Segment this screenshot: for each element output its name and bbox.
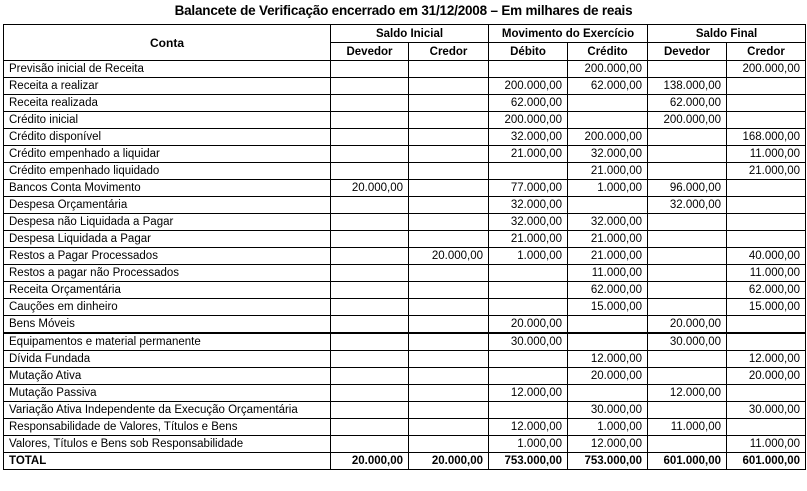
cell-mov-debito: 32.000,00 bbox=[489, 197, 568, 214]
account-name: Cauções em dinheiro bbox=[4, 299, 331, 316]
header-mov-debito: Débito bbox=[489, 43, 568, 61]
document-title: Balancete de Verificação encerrado em 31/12/2008 – Em milhares de reais bbox=[174, 3, 633, 18]
cell-sf-credor: 15.000,00 bbox=[727, 299, 806, 316]
cell-mov-debito: 32.000,00 bbox=[489, 214, 568, 231]
account-name: Bancos Conta Movimento bbox=[4, 180, 331, 197]
cell-mov-credito bbox=[568, 333, 648, 351]
table-row bbox=[4, 333, 806, 351]
account-name: Restos a Pagar Processados bbox=[4, 248, 331, 265]
cell-si-credor bbox=[409, 265, 489, 282]
cell-si-credor bbox=[409, 368, 489, 385]
cell-si-credor bbox=[409, 197, 489, 214]
table-row bbox=[4, 368, 806, 385]
account-name: Equipamentos e material permanente bbox=[4, 333, 331, 351]
account-name: Crédito empenhado a liquidar bbox=[4, 146, 331, 163]
cell-si-credor bbox=[409, 419, 489, 436]
cell-si-devedor: 20.000,00 bbox=[331, 453, 409, 470]
cell-mov-credito bbox=[568, 316, 648, 334]
cell-si-devedor bbox=[331, 385, 409, 402]
cell-si-devedor bbox=[331, 368, 409, 385]
cell-sf-devedor bbox=[648, 231, 727, 248]
cell-sf-devedor bbox=[648, 248, 727, 265]
table-row bbox=[4, 112, 806, 129]
cell-sf-devedor bbox=[648, 163, 727, 180]
cell-si-credor bbox=[409, 129, 489, 146]
table-row bbox=[4, 316, 806, 334]
table-row bbox=[4, 436, 806, 453]
cell-si-devedor bbox=[331, 436, 409, 453]
cell-mov-debito: 62.000,00 bbox=[489, 95, 568, 112]
cell-sf-devedor: 200.000,00 bbox=[648, 112, 727, 129]
table-body bbox=[4, 61, 806, 470]
header-sf-credor: Credor bbox=[727, 43, 806, 61]
cell-sf-devedor: 601.000,00 bbox=[648, 453, 727, 470]
cell-mov-debito: 1.000,00 bbox=[489, 436, 568, 453]
cell-si-devedor bbox=[331, 146, 409, 163]
total-row bbox=[4, 453, 806, 470]
cell-si-devedor bbox=[331, 299, 409, 316]
cell-sf-credor bbox=[727, 197, 806, 214]
cell-si-devedor bbox=[331, 282, 409, 299]
cell-mov-debito: 1.000,00 bbox=[489, 248, 568, 265]
cell-mov-credito: 1.000,00 bbox=[568, 419, 648, 436]
header-conta: Conta bbox=[4, 25, 331, 61]
account-name: Responsabilidade de Valores, Títulos e Bens bbox=[4, 419, 331, 436]
cell-sf-devedor bbox=[648, 146, 727, 163]
cell-si-credor bbox=[409, 316, 489, 334]
cell-si-credor: 20.000,00 bbox=[409, 453, 489, 470]
account-name: Crédito disponível bbox=[4, 129, 331, 146]
cell-sf-credor: 11.000,00 bbox=[727, 436, 806, 453]
cell-mov-debito bbox=[489, 351, 568, 368]
cell-mov-debito: 77.000,00 bbox=[489, 180, 568, 197]
header-sf-devedor: Devedor bbox=[648, 43, 727, 61]
table-row bbox=[4, 95, 806, 112]
cell-sf-credor bbox=[727, 180, 806, 197]
cell-sf-devedor: 32.000,00 bbox=[648, 197, 727, 214]
account-name: Crédito empenhado liquidado bbox=[4, 163, 331, 180]
cell-si-devedor bbox=[331, 351, 409, 368]
account-name: Mutação Passiva bbox=[4, 385, 331, 402]
cell-si-credor bbox=[409, 78, 489, 95]
cell-sf-devedor bbox=[648, 282, 727, 299]
account-name: Bens Móveis bbox=[4, 316, 331, 334]
cell-sf-credor: 30.000,00 bbox=[727, 402, 806, 419]
cell-sf-devedor bbox=[648, 61, 727, 78]
cell-mov-credito: 32.000,00 bbox=[568, 214, 648, 231]
cell-si-devedor bbox=[331, 129, 409, 146]
cell-si-credor bbox=[409, 299, 489, 316]
cell-si-credor bbox=[409, 95, 489, 112]
table-row bbox=[4, 197, 806, 214]
cell-mov-debito: 30.000,00 bbox=[489, 333, 568, 351]
cell-sf-devedor: 11.000,00 bbox=[648, 419, 727, 436]
cell-sf-credor bbox=[727, 214, 806, 231]
cell-sf-credor bbox=[727, 78, 806, 95]
cell-si-devedor: 20.000,00 bbox=[331, 180, 409, 197]
cell-mov-credito: 21.000,00 bbox=[568, 163, 648, 180]
table-row bbox=[4, 231, 806, 248]
cell-si-credor bbox=[409, 385, 489, 402]
account-name: Despesa não Liquidada a Pagar bbox=[4, 214, 331, 231]
cell-si-credor: 20.000,00 bbox=[409, 248, 489, 265]
account-name: Despesa Liquidada a Pagar bbox=[4, 231, 331, 248]
account-name: Receita a realizar bbox=[4, 78, 331, 95]
cell-mov-debito: 12.000,00 bbox=[489, 385, 568, 402]
cell-sf-devedor: 62.000,00 bbox=[648, 95, 727, 112]
cell-si-devedor bbox=[331, 231, 409, 248]
cell-si-credor bbox=[409, 214, 489, 231]
cell-si-credor bbox=[409, 351, 489, 368]
cell-mov-credito: 12.000,00 bbox=[568, 351, 648, 368]
cell-mov-credito: 62.000,00 bbox=[568, 282, 648, 299]
cell-si-devedor bbox=[331, 248, 409, 265]
cell-sf-credor: 12.000,00 bbox=[727, 351, 806, 368]
cell-mov-credito: 15.000,00 bbox=[568, 299, 648, 316]
cell-mov-credito: 21.000,00 bbox=[568, 231, 648, 248]
table-row bbox=[4, 248, 806, 265]
cell-si-devedor bbox=[331, 197, 409, 214]
cell-mov-credito: 11.000,00 bbox=[568, 265, 648, 282]
cell-mov-credito: 12.000,00 bbox=[568, 436, 648, 453]
cell-mov-credito: 753.000,00 bbox=[568, 453, 648, 470]
cell-sf-devedor bbox=[648, 368, 727, 385]
cell-sf-credor bbox=[727, 419, 806, 436]
cell-mov-debito bbox=[489, 299, 568, 316]
cell-si-devedor bbox=[331, 316, 409, 334]
cell-sf-devedor bbox=[648, 436, 727, 453]
cell-mov-debito bbox=[489, 402, 568, 419]
table-row bbox=[4, 351, 806, 368]
cell-sf-credor: 200.000,00 bbox=[727, 61, 806, 78]
cell-si-credor bbox=[409, 163, 489, 180]
cell-si-devedor bbox=[331, 402, 409, 419]
cell-mov-debito bbox=[489, 282, 568, 299]
cell-mov-debito: 21.000,00 bbox=[489, 231, 568, 248]
cell-si-credor bbox=[409, 180, 489, 197]
cell-mov-debito bbox=[489, 61, 568, 78]
cell-sf-credor: 20.000,00 bbox=[727, 368, 806, 385]
cell-mov-debito: 12.000,00 bbox=[489, 419, 568, 436]
header-si-devedor: Devedor bbox=[331, 43, 409, 61]
cell-sf-devedor bbox=[648, 265, 727, 282]
cell-mov-debito: 200.000,00 bbox=[489, 112, 568, 129]
account-name: Variação Ativa Independente da Execução Orçamentária bbox=[4, 402, 331, 419]
cell-si-devedor bbox=[331, 95, 409, 112]
cell-si-devedor bbox=[331, 333, 409, 351]
cell-mov-debito: 753.000,00 bbox=[489, 453, 568, 470]
cell-si-credor bbox=[409, 112, 489, 129]
cell-mov-credito bbox=[568, 95, 648, 112]
cell-sf-devedor bbox=[648, 129, 727, 146]
table-row bbox=[4, 214, 806, 231]
cell-sf-credor bbox=[727, 333, 806, 351]
account-name: Mutação Ativa bbox=[4, 368, 331, 385]
cell-mov-credito: 32.000,00 bbox=[568, 146, 648, 163]
cell-mov-debito bbox=[489, 265, 568, 282]
cell-mov-credito: 1.000,00 bbox=[568, 180, 648, 197]
table-row bbox=[4, 265, 806, 282]
table-row bbox=[4, 402, 806, 419]
cell-sf-credor: 11.000,00 bbox=[727, 146, 806, 163]
cell-sf-devedor bbox=[648, 402, 727, 419]
cell-sf-devedor: 96.000,00 bbox=[648, 180, 727, 197]
cell-sf-credor bbox=[727, 316, 806, 334]
cell-sf-credor: 11.000,00 bbox=[727, 265, 806, 282]
header-movimento-exercicio: Movimento do Exercício bbox=[489, 25, 648, 43]
cell-mov-credito: 21.000,00 bbox=[568, 248, 648, 265]
table-row bbox=[4, 146, 806, 163]
cell-sf-devedor bbox=[648, 299, 727, 316]
cell-sf-credor bbox=[727, 112, 806, 129]
cell-si-credor bbox=[409, 146, 489, 163]
cell-sf-devedor: 12.000,00 bbox=[648, 385, 727, 402]
cell-si-devedor bbox=[331, 112, 409, 129]
cell-si-devedor bbox=[331, 214, 409, 231]
cell-si-devedor bbox=[331, 78, 409, 95]
cell-mov-credito bbox=[568, 112, 648, 129]
table-row bbox=[4, 129, 806, 146]
cell-si-credor bbox=[409, 61, 489, 78]
cell-sf-devedor: 30.000,00 bbox=[648, 333, 727, 351]
cell-mov-debito bbox=[489, 163, 568, 180]
cell-sf-credor: 601.000,00 bbox=[727, 453, 806, 470]
cell-sf-credor bbox=[727, 231, 806, 248]
cell-sf-devedor: 20.000,00 bbox=[648, 316, 727, 334]
cell-mov-credito: 62.000,00 bbox=[568, 78, 648, 95]
header-saldo-final: Saldo Final bbox=[648, 25, 806, 43]
cell-si-credor bbox=[409, 333, 489, 351]
table-row bbox=[4, 61, 806, 78]
cell-mov-debito: 21.000,00 bbox=[489, 146, 568, 163]
account-name: Restos a pagar não Processados bbox=[4, 265, 331, 282]
cell-mov-credito: 30.000,00 bbox=[568, 402, 648, 419]
cell-sf-devedor: 138.000,00 bbox=[648, 78, 727, 95]
account-name: Despesa Orçamentária bbox=[4, 197, 331, 214]
cell-mov-credito: 200.000,00 bbox=[568, 129, 648, 146]
cell-mov-debito: 32.000,00 bbox=[489, 129, 568, 146]
account-name: Valores, Títulos e Bens sob Responsabilidade bbox=[4, 436, 331, 453]
cell-mov-credito bbox=[568, 197, 648, 214]
account-name: Dívida Fundada bbox=[4, 351, 331, 368]
cell-si-devedor bbox=[331, 163, 409, 180]
cell-mov-debito: 200.000,00 bbox=[489, 78, 568, 95]
cell-mov-credito: 200.000,00 bbox=[568, 61, 648, 78]
header-group-row bbox=[4, 25, 806, 43]
cell-si-devedor bbox=[331, 265, 409, 282]
table-row bbox=[4, 163, 806, 180]
cell-si-devedor bbox=[331, 419, 409, 436]
table-row bbox=[4, 78, 806, 95]
cell-si-credor bbox=[409, 436, 489, 453]
cell-si-credor bbox=[409, 402, 489, 419]
cell-sf-credor: 168.000,00 bbox=[727, 129, 806, 146]
cell-sf-devedor bbox=[648, 351, 727, 368]
cell-si-devedor bbox=[331, 61, 409, 78]
total-label: TOTAL bbox=[4, 453, 331, 470]
cell-sf-credor: 21.000,00 bbox=[727, 163, 806, 180]
cell-sf-credor: 62.000,00 bbox=[727, 282, 806, 299]
cell-sf-devedor bbox=[648, 214, 727, 231]
header-mov-credito: Crédito bbox=[568, 43, 648, 61]
account-name: Receita Orçamentária bbox=[4, 282, 331, 299]
table-row bbox=[4, 282, 806, 299]
cell-mov-credito bbox=[568, 385, 648, 402]
table-row bbox=[4, 385, 806, 402]
cell-si-credor bbox=[409, 231, 489, 248]
account-name: Receita realizada bbox=[4, 95, 331, 112]
header-saldo-inicial: Saldo Inicial bbox=[331, 25, 489, 43]
account-name: Crédito inicial bbox=[4, 112, 331, 129]
account-name: Previsão inicial de Receita bbox=[4, 61, 331, 78]
table-row bbox=[4, 180, 806, 197]
trial-balance-table bbox=[3, 24, 806, 470]
cell-mov-debito bbox=[489, 368, 568, 385]
table-row bbox=[4, 419, 806, 436]
cell-sf-credor bbox=[727, 95, 806, 112]
header-si-credor: Credor bbox=[409, 43, 489, 61]
cell-mov-debito: 20.000,00 bbox=[489, 316, 568, 334]
cell-mov-credito: 20.000,00 bbox=[568, 368, 648, 385]
table-row bbox=[4, 299, 806, 316]
cell-sf-credor: 40.000,00 bbox=[727, 248, 806, 265]
cell-sf-credor bbox=[727, 385, 806, 402]
cell-si-credor bbox=[409, 282, 489, 299]
